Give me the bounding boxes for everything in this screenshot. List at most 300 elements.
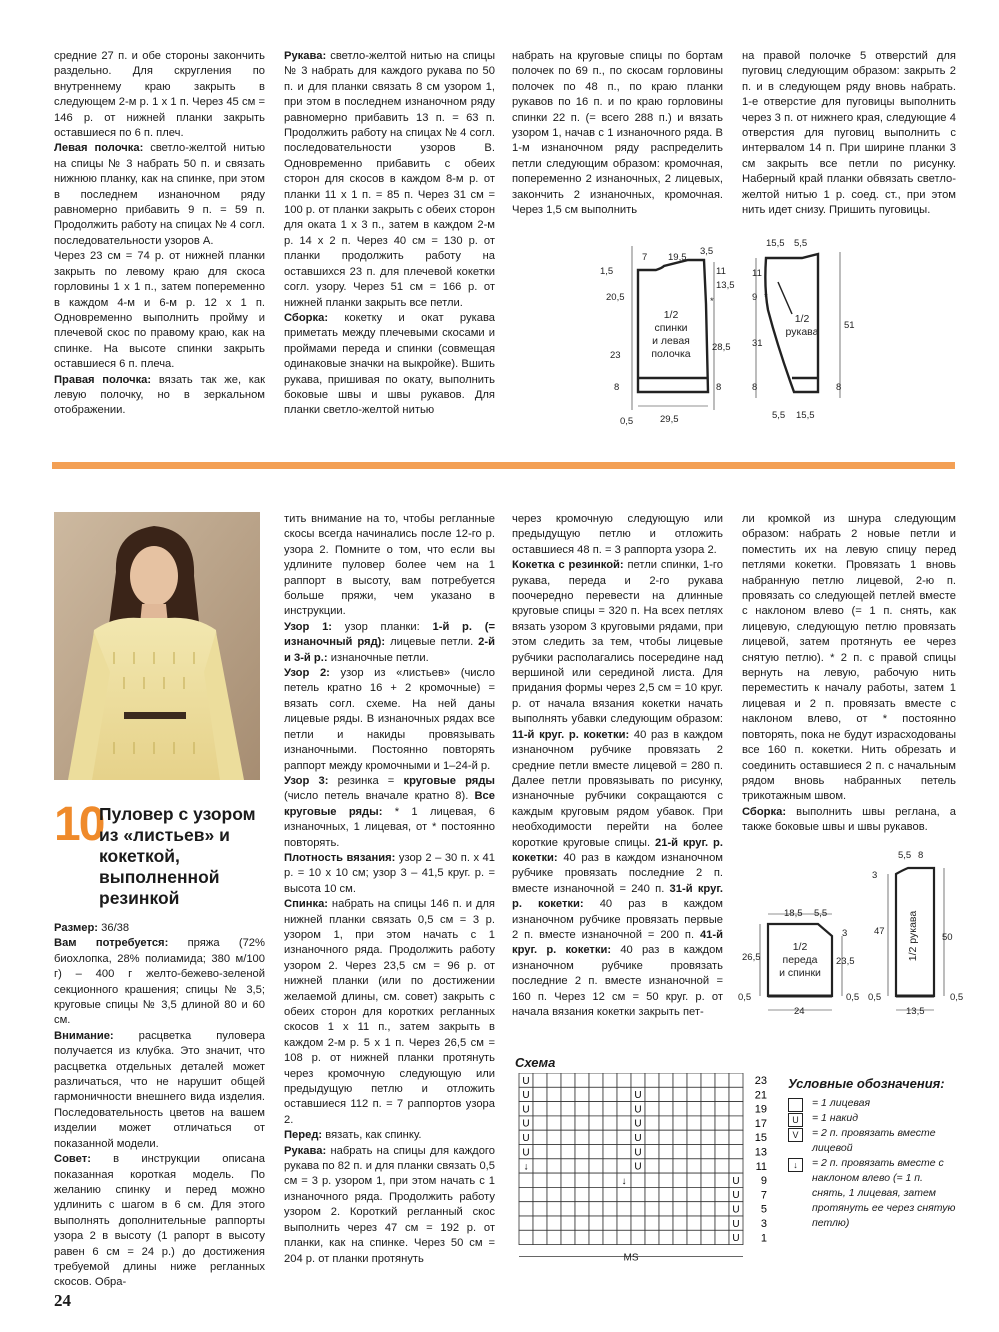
paragraph-text: резинка =	[328, 774, 404, 787]
row-number: 13	[754, 1146, 767, 1159]
chart-cell	[673, 1173, 687, 1187]
chart-symbol: ↓	[523, 1161, 529, 1173]
paragraph-heading: Рукава:	[284, 50, 327, 62]
chart-cell	[659, 1187, 673, 1201]
paragraph	[284, 620, 495, 666]
chart-cell	[589, 1130, 603, 1144]
chart-cell	[561, 1173, 575, 1187]
legend-item-k2tog	[788, 1126, 958, 1156]
chart-cell	[687, 1102, 701, 1116]
chart-cell	[533, 1230, 547, 1244]
chart-cell	[715, 1087, 729, 1101]
article-column-4	[742, 512, 956, 836]
paragraph-text: узор из «листьев» (число петель кратно 16 + 2 кромочные) = вязать согл. схеме. На ней даны лицевые ряды. В изнаночных рядах все петли и накиды провязывать изнаночными. Постоянно повторять раппорт между кромочными и 1–24-й р.	[284, 667, 495, 772]
paragraph-text: ли кромкой из шнура следующим образом: набрать 2 новые петли и поместить их на левую спицу перед петлями кокетки. Провязать 1 вновь набранную петлю лицевой, 2-ю п. провязать со следующей петлей вместе с наклоном влево (= 1 п. снять, как лицевую, следующую петлю провязать лицевой, затем протянуть ее через снятую петлю). * 2 п. с правой спицы вернуть на левую, рабочую нить переместить к началу работы, затем 1 лицевая и 2 п. провязать вместе с наклоном влево, от * постоянно повторять, пока не будут израсходованы все 160 п. кокетки. Нить обрезать и соединить оставшиеся 2 п. с начальным рядом вновь набранных петель трикотажным швом.	[742, 513, 956, 803]
paragraph-heading: Размер:	[54, 922, 99, 934]
chart-cell	[645, 1159, 659, 1173]
ms-label: MS	[623, 1252, 639, 1264]
chart-cell	[673, 1202, 687, 1216]
chart-cell	[603, 1230, 617, 1244]
paragraph	[284, 666, 495, 774]
chart-symbol: U	[634, 1090, 642, 1102]
row-number: 9	[760, 1175, 767, 1188]
dim-label: *	[710, 296, 714, 307]
row-number: 3	[760, 1218, 767, 1230]
paragraph-text: 40 раз в каждом изнаночном рубчике провязать последние 2 п. вместе изнаночной = 160 п. Через 12 см = 50 круг. р. от начала вязания кокетки закрыть пет-	[512, 944, 724, 1018]
dim-label: 1,5	[600, 266, 614, 277]
chart-cell	[589, 1216, 603, 1230]
chart-cell	[617, 1202, 631, 1216]
chart-cell	[673, 1187, 687, 1201]
piece-label-line: и спинки	[779, 967, 821, 979]
chart-cell	[547, 1216, 561, 1230]
chart-cell	[659, 1102, 673, 1116]
paragraph	[284, 851, 495, 897]
chart-cell	[561, 1216, 575, 1230]
chart-symbol: ↓	[621, 1175, 627, 1187]
dim-label: 0,5	[950, 992, 963, 1003]
chart-cell	[533, 1130, 547, 1144]
chart-cell	[547, 1145, 561, 1159]
chart-symbol: U	[522, 1075, 530, 1087]
chart-cell	[561, 1116, 575, 1130]
chart-cell	[533, 1202, 547, 1216]
paragraph-text: средние 27 п. и обе стороны закончить раздельно. Для скругления по внутреннему краю закрыть в следующем 2-м р. 1 х 1 п. Через 45 см = 146 р. от нижней планки закрыть оставшиеся по 6 п. плеч.	[54, 50, 265, 140]
paragraph-heading: 2-й и 3-й р.:	[284, 636, 495, 664]
chart-cell	[603, 1145, 617, 1159]
piece-label-line: переда	[782, 954, 818, 966]
chart-symbol: U	[634, 1104, 642, 1116]
paragraph-heading: 11-й круг. р. кокетки:	[512, 728, 630, 741]
paragraph-text: тить внимание на то, чтобы регланные скосы всегда начинались после 12-го р. узора 2. Помните о том, что если вы удлините пуловер более чем на 1 раппорт в высоту, вам потребуется больше пряжи, чем указано в инструкции.	[284, 513, 495, 618]
chart-cell	[575, 1216, 589, 1230]
paragraph-heading: Рукава:	[284, 1144, 327, 1157]
chart-cell	[701, 1230, 715, 1244]
chart-cell	[715, 1102, 729, 1116]
chart-cell	[617, 1116, 631, 1130]
chart-cell	[673, 1130, 687, 1144]
legend-item-yarn-over	[788, 1111, 958, 1126]
chart-cell	[687, 1087, 701, 1101]
paragraph-text: пряжа (72% биохлопка, 28% полиамида; 380 м/100 г) – 400 г желто-бежево-зеленой секционного крашения; спицы № 3,5; круговые спицы № 3,5 длиной 80 и 60 см.	[54, 937, 265, 1027]
chart-cell	[701, 1087, 715, 1101]
dim-label: 8	[918, 850, 924, 861]
chart-cell	[603, 1173, 617, 1187]
chart-cell	[589, 1159, 603, 1173]
chart-cell	[561, 1087, 575, 1101]
dim-label: 28,5	[712, 342, 731, 353]
row-number: 5	[760, 1203, 767, 1216]
chart-cell	[603, 1187, 617, 1201]
paragraph	[54, 49, 265, 141]
chart-cell	[589, 1187, 603, 1201]
chart-cell	[687, 1130, 701, 1144]
chart-cell	[687, 1145, 701, 1159]
chart-cell	[533, 1159, 547, 1173]
chart-cell	[603, 1159, 617, 1173]
paragraph	[742, 805, 956, 836]
chart-symbol: U	[634, 1147, 642, 1159]
chart-cell	[547, 1087, 561, 1101]
paragraph-text: расцветка пуловера получается из клубка. Это значит, что расцветка отдельных деталей может различаться, что не нарушит общей гармоничности внешнего вида изделия. Последовательность цветов на вашем изделии может отличаться от показанной модели.	[54, 1029, 265, 1150]
chart-cell	[533, 1173, 547, 1187]
paragraph-text: 40 раз в каждом изнаночном рубчике провязать 2 средние петли вместе лицевой = 280 п. Далее петли провязывать по рисунку, изнаночные рубчики сокращаются с каждым круговым рядом убавок. При необходимости перейти на более короткие круговые спицы.	[512, 728, 723, 849]
paragraph-text: через кромочную следующую или предыдущую петлю и отложить оставшиеся 48 п. = 3 раппорта узора 2.	[512, 513, 723, 556]
chart-cell	[645, 1173, 659, 1187]
paragraph-text: 40 раз в каждом изнаночном рубчике провязать последние 2 п. вместе изнаночной = 240 п.	[512, 851, 723, 895]
paragraph	[742, 49, 956, 218]
paragraph-text: набрать на круговые спицы по бортам полочек по 69 п., по скосам горловины полочек по 48 п., по краю планки рукавов по 16 п. и по краю горловины спинки 22 п. (= всего 288 п.) и вязать узором 1, начав с 1 изнаночного ряда. В 1-м изнаночном ряду распределить петли следующим образом: кромочная, попеременно 2 изнаночных, 2 лицевых, закончить 2 изнаночных, кромочная. Через 1,5 см выполнить	[512, 50, 723, 217]
legend-symbol: ↓	[788, 1158, 803, 1172]
chart-cell	[617, 1216, 631, 1230]
dim-label: 5,5	[814, 908, 828, 919]
chart-cell	[533, 1102, 547, 1116]
paragraph	[284, 1144, 495, 1267]
chart-cell	[631, 1216, 645, 1230]
dim-label: 7	[642, 252, 648, 263]
paragraph-text: выполнить швы реглана, а также боковые швы и швы рукавов.	[742, 805, 956, 834]
chart-cell	[575, 1159, 589, 1173]
paragraph-text: лицевые петли.	[385, 636, 479, 649]
piece-label-line: 1/2	[794, 313, 810, 325]
dim-label: 13,5	[716, 280, 735, 291]
row-number: 15	[754, 1132, 767, 1145]
paragraph-heading: Узор 3:	[284, 774, 329, 787]
model-photo	[54, 512, 260, 780]
dim-label: 8	[614, 382, 620, 393]
dim-label: 18,5	[784, 908, 803, 919]
dim-label: 3,5	[700, 246, 714, 257]
chart-cell	[673, 1116, 687, 1130]
legend-text: = 2 п. провязать вместе с наклоном влево (= 1 п. снять, 1 лицевая, затем протянуть ее через снятую петлю)	[812, 1157, 956, 1229]
paragraph-text: светло-желтой нитью на спицы № 3 набрать для каждого рукава по 50 п. и для планки связать 8 см узором 1, при этом в последнем изнаночном ряду равномерно прибавить 13 п. = 63 п. Продолжить работу на спицах № 4 согл. последовательности узоров В. Одновременно прибавить с обеих сторон для скосов в каждом 8-м р. от планки 11 х 1 п. = 85 п. Через 31 см = 100 р. от планки закрыть с обеих сторон для оката 1 х 3 п., затем в каждом 2-м р. 14 х 2 п. Через 40 см = 130 р. от планки продолжить работу на оставшихся 23 п. для плечевой кокетки согл. узору. Через 51 см = 166 р. от нижней планки закрыть все петли.	[284, 50, 495, 309]
paragraph	[54, 1152, 265, 1291]
schematic-pullover	[738, 844, 963, 1024]
chart-cell	[547, 1130, 561, 1144]
chart-cell	[715, 1073, 729, 1087]
legend-text: = 1 накид	[812, 1112, 859, 1124]
paragraph	[284, 49, 495, 311]
chart-cell	[645, 1087, 659, 1101]
chart-cell	[645, 1202, 659, 1216]
chart-symbol: U	[522, 1118, 530, 1130]
article-column-1	[54, 921, 265, 1291]
dim-label: 23	[610, 350, 621, 361]
chart-cell	[575, 1202, 589, 1216]
paragraph	[512, 49, 723, 218]
chart-cell	[701, 1102, 715, 1116]
chart-cell	[673, 1159, 687, 1173]
chart-cell	[575, 1116, 589, 1130]
paragraph-text: в инструкции описана показанная короткая модель. По желанию спинку и перед можно удлинить с шагом в 6 см. Для этого выполнять дополнительные раппорты узора 2 в высоту (1 рапорт в высоту равен 6 см = 24 р.) до достижения требуемой длины ниже регланных скосов. Обра-	[54, 1153, 265, 1289]
legend-item-ssk	[788, 1156, 958, 1231]
chart-cell	[603, 1087, 617, 1101]
paragraph	[284, 774, 495, 851]
paragraph	[54, 373, 265, 419]
chart-cell	[715, 1116, 729, 1130]
row-number: 23	[754, 1075, 767, 1087]
chart-cell	[715, 1216, 729, 1230]
chart-cell	[561, 1130, 575, 1144]
paragraph-text: на правой полочке 5 отверстий для пуговиц следующим образом: закрыть 2 п. и в следующем ряду вновь набрать. 1-е отверстие для пуговицы выполнить через 3 п. от нижнего края, следующие 4 отверстия для пуговиц выполнить с интервалом 14 п. При ширине планки 3 см закрыть все петли по рисунку. Наберный край планки обвязать светло-желтой нитью 1 р. соед. ст., при этом нить идет снизу. Пришить пуговицы.	[742, 50, 956, 217]
paragraph-heading: 21-й круг. р. кокетки:	[512, 836, 723, 864]
chart-cell	[631, 1230, 645, 1244]
chart-cell	[715, 1187, 729, 1201]
piece-label-line: 1/2	[663, 309, 679, 321]
chart-cell	[687, 1116, 701, 1130]
chart-cell	[687, 1159, 701, 1173]
chart-cell	[603, 1202, 617, 1216]
chart-cell	[673, 1087, 687, 1101]
chart-cell	[729, 1116, 743, 1130]
chart-cell	[617, 1230, 631, 1244]
paragraph	[54, 249, 265, 372]
chart-cell	[673, 1073, 687, 1087]
paragraph	[284, 311, 495, 419]
row-number: 1	[760, 1232, 767, 1245]
chart-cell	[617, 1073, 631, 1087]
dim-label: 47	[874, 926, 885, 937]
paragraph-heading: Внимание:	[54, 1029, 114, 1042]
paragraph-heading: Сборка:	[284, 311, 329, 324]
chart-cell	[533, 1145, 547, 1159]
chart-cell	[547, 1073, 561, 1087]
chart-cell	[701, 1116, 715, 1130]
chart-cell	[701, 1159, 715, 1173]
row-number: 19	[754, 1103, 767, 1116]
chart-cell	[533, 1073, 547, 1087]
dim-label: 0,5	[868, 992, 882, 1003]
chart-cell	[603, 1073, 617, 1087]
dim-label: 20,5	[606, 292, 625, 303]
chart-cell	[589, 1230, 603, 1244]
paragraph-text: узор планки:	[332, 620, 433, 633]
chart-cell	[603, 1102, 617, 1116]
chart-cell	[645, 1116, 659, 1130]
chart-cell	[589, 1173, 603, 1187]
chart-cell	[645, 1102, 659, 1116]
dim-label: 50	[942, 932, 953, 943]
chart-cell	[519, 1187, 533, 1201]
chart-cell	[547, 1230, 561, 1244]
chart-cell	[575, 1102, 589, 1116]
paragraph	[512, 512, 723, 558]
paragraph-text: * 1 лицевая, 6 изнаночных, 1 лицевая, от * постоянно повторять.	[284, 805, 496, 849]
piece-label-line: спинки	[654, 322, 688, 334]
sleeve-label: 1/2 рукава	[907, 910, 919, 962]
chart-cell	[729, 1087, 743, 1101]
chart-cell	[645, 1230, 659, 1244]
chart-cell	[533, 1216, 547, 1230]
chart-cell	[617, 1145, 631, 1159]
piece-label-line: полочка	[651, 348, 691, 360]
chart-cell	[687, 1073, 701, 1087]
chart-cell	[603, 1130, 617, 1144]
top-column-1	[54, 49, 265, 419]
legend-title: Условные обозначения:	[788, 1076, 945, 1091]
chart-cell	[729, 1159, 743, 1173]
chart-cell	[533, 1187, 547, 1201]
chart-cell	[561, 1187, 575, 1201]
chart-symbol: U	[634, 1161, 642, 1173]
paragraph-heading: 41-й круг. р. кокетки:	[512, 928, 723, 957]
dim-label: 26,5	[742, 952, 761, 963]
chart-cell	[659, 1087, 673, 1101]
chart-cell	[561, 1159, 575, 1173]
dim-label: 23,5	[836, 956, 855, 967]
chart-cell	[687, 1202, 701, 1216]
chart-cell	[617, 1102, 631, 1116]
chart-cell	[617, 1087, 631, 1101]
chart-cell	[687, 1173, 701, 1187]
section-divider	[52, 462, 955, 469]
chart-cell	[715, 1202, 729, 1216]
dim-label: 19,5	[668, 252, 687, 263]
paragraph-heading: 1-й р. (= изнаночный ряд):	[284, 620, 495, 649]
chart-cell	[645, 1073, 659, 1087]
chart-cell	[575, 1130, 589, 1144]
chart-cell	[589, 1145, 603, 1159]
article-number: 10	[54, 798, 104, 851]
chart-cell	[715, 1145, 729, 1159]
top-column-2	[284, 49, 495, 419]
chart-cell	[589, 1116, 603, 1130]
chart-cell	[701, 1202, 715, 1216]
chart-cell	[533, 1116, 547, 1130]
dim-label: 11	[716, 266, 726, 277]
paragraph	[284, 1128, 495, 1143]
chart-symbol: U	[522, 1104, 530, 1116]
paragraph-heading: Спинка:	[284, 898, 329, 911]
dim-label: 5,5	[898, 850, 912, 861]
paragraph	[54, 1029, 265, 1152]
chart-cell	[729, 1145, 743, 1159]
legend-symbol	[788, 1098, 803, 1112]
dim-label: 29,5	[660, 414, 679, 425]
chart-cell	[673, 1145, 687, 1159]
chart-cell	[547, 1102, 561, 1116]
row-number: 17	[754, 1117, 767, 1130]
chart-cell	[589, 1102, 603, 1116]
chart-cell	[519, 1173, 533, 1187]
chart-cell	[547, 1187, 561, 1201]
chart-cell	[561, 1102, 575, 1116]
chart-symbol: U	[634, 1118, 642, 1130]
piece-label-line: 1/2	[792, 941, 808, 953]
paragraph-text: Через 23 см = 74 р. от нижней планки закрыть по левому краю для скоса горловины 1 х 1 п., затем попеременно в каждом 4-м и 6-м р. 12 х 1 п. Одновременно выполнить пройму и плечевой скос по правому краю, как на спинке. На высоте спинки закрыть оставшиеся 6 п. плеча.	[54, 250, 265, 371]
chart-symbol: U	[732, 1233, 740, 1245]
paragraph-heading: 31-й круг. р. кокетки:	[512, 882, 723, 911]
paragraph-heading: Левая полочка:	[54, 142, 144, 155]
chart-cell	[659, 1216, 673, 1230]
chart-cell	[673, 1216, 687, 1230]
chart-cell	[659, 1130, 673, 1144]
dim-label: 31	[752, 338, 763, 349]
chart-cell	[561, 1202, 575, 1216]
chart-cell	[729, 1073, 743, 1087]
chart-cell	[701, 1187, 715, 1201]
paragraph	[54, 141, 265, 249]
chart-symbol: U	[634, 1133, 642, 1144]
paragraph	[284, 512, 495, 620]
paragraph-heading: Перед:	[284, 1129, 323, 1142]
paragraph-heading: круговые ряды	[403, 774, 495, 787]
chart-cell	[729, 1102, 743, 1116]
dim-label: 3	[872, 870, 878, 881]
chart-cell	[659, 1145, 673, 1159]
chart-cell	[715, 1130, 729, 1144]
chart-cell	[589, 1202, 603, 1216]
knitting-chart	[515, 1073, 780, 1273]
paragraph-heading: Совет:	[54, 1153, 91, 1166]
paragraph	[742, 512, 956, 805]
legend-symbol: V	[788, 1128, 803, 1142]
chart-cell	[575, 1087, 589, 1101]
chart-cell	[701, 1130, 715, 1144]
page-number: 24	[54, 1291, 71, 1310]
chart-cell	[575, 1145, 589, 1159]
chart-cell	[519, 1230, 533, 1244]
legend-text: = 2 п. провязать вместе лицевой	[812, 1127, 936, 1154]
chart-cell	[589, 1073, 603, 1087]
chart-cell	[631, 1073, 645, 1087]
legend-item-knit	[788, 1096, 958, 1111]
dim-label: 13,5	[906, 1006, 925, 1017]
chart-cell	[715, 1173, 729, 1187]
paragraph-heading: Узор 2:	[284, 667, 330, 680]
row-number: 7	[760, 1189, 767, 1202]
chart-cell	[645, 1130, 659, 1144]
dim-label: 0,5	[846, 992, 860, 1003]
paragraph-heading: Плотность вязания:	[284, 851, 396, 864]
chart-cell	[561, 1073, 575, 1087]
paragraph-text: изнаночные петли.	[327, 651, 429, 664]
chart-symbol: U	[522, 1133, 530, 1144]
paragraph-heading: Правая полочка:	[54, 373, 152, 386]
paragraph-text: вязать так же, как левую полочку, но в зеркальном отображении.	[54, 373, 265, 417]
paragraph-heading: Узор 1:	[284, 620, 333, 633]
paragraph-text: набрать на спицы 146 п. и для нижней планки связать 0,5 см = 3 р. узором 1, при этом начать с 1 изнаночного ряда. Продолжить работу узором 2. Через 23,5 см = 96 р. от нижней планки (или по достижении желаемой длины, см. совет) закрыть с обеих сторон для коротких регланных скосов 1 х 11 п., затем закрыть в каждом 2-м р. 5 х 1 п. Через 26,5 см = 108 р. от нижней планки протянуть через кромочную следующую или предыдущую петлю и отложить оставшиеся 112 п. = 7 раппортов узора 2.	[284, 898, 495, 1126]
dim-label: 8	[716, 382, 722, 393]
dim-label: 8	[836, 382, 842, 393]
row-number: 11	[755, 1160, 767, 1173]
chart-cell	[575, 1073, 589, 1087]
chart-symbol: U	[732, 1204, 740, 1216]
article-column-3	[512, 512, 723, 1020]
legend-symbol: U	[788, 1113, 803, 1127]
chart-cell	[547, 1159, 561, 1173]
chart-symbol: U	[732, 1190, 740, 1202]
chart-cell	[561, 1145, 575, 1159]
article-column-2	[284, 512, 495, 1267]
chart-cell	[659, 1173, 673, 1187]
piece-label-line: рукава	[785, 326, 819, 338]
chart-cell	[701, 1216, 715, 1230]
dim-label: 5,5	[794, 238, 808, 249]
chart-cell	[603, 1216, 617, 1230]
chart-cell	[575, 1230, 589, 1244]
chart-cell	[645, 1145, 659, 1159]
paragraph-text: вязать, как спинку.	[322, 1129, 422, 1142]
paragraph-text: кокетку и окат рукава приметать между плечевыми скосами и проймами переда и спинки (совмещая одинаковые значки на выкройке). Вшить рукава, пришивая по окату, выполнить боковые швы и швы рукавов. Для планки светло-желтой нитью	[284, 311, 495, 417]
dim-label: *	[764, 292, 768, 303]
chart-cell	[687, 1230, 701, 1244]
chart-cell	[617, 1130, 631, 1144]
dim-label: 15,5	[796, 410, 815, 421]
article-title: Пуловер с узором из «листьев» и кокеткой, выполненной резинкой	[99, 804, 256, 908]
chart-cell	[561, 1230, 575, 1244]
chart-symbol: U	[522, 1090, 530, 1102]
